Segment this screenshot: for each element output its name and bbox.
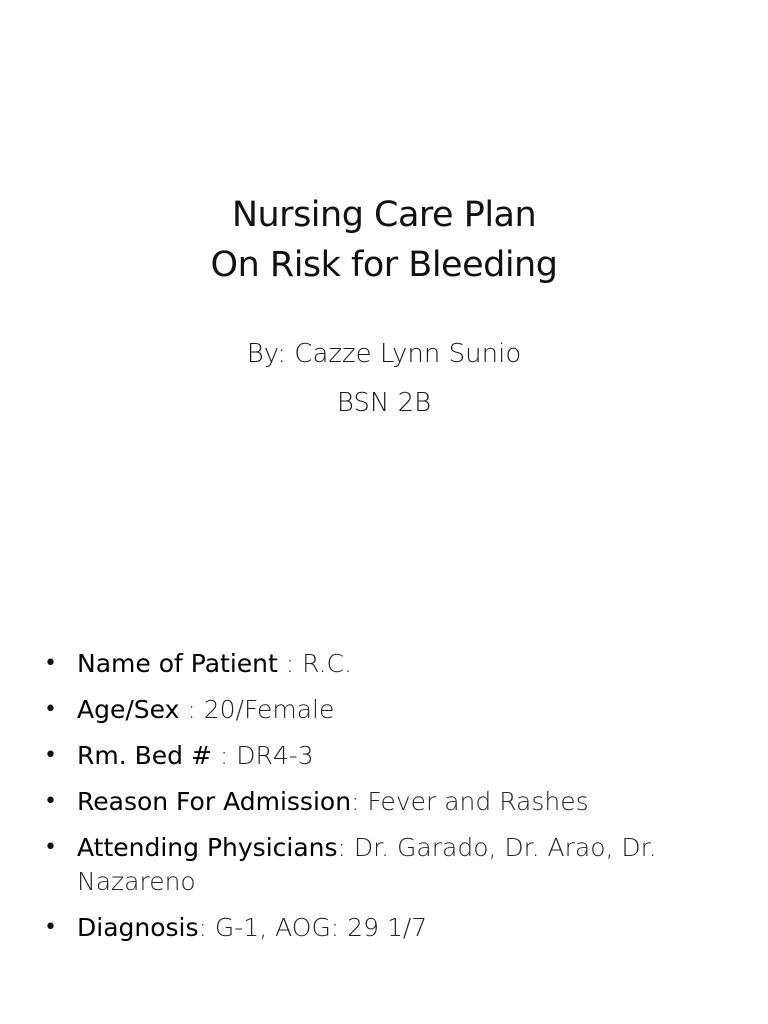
info-separator: : <box>198 913 215 942</box>
patient-info-list <box>44 647 724 957</box>
info-separator: : <box>337 833 354 862</box>
info-value: Dr. Garado, Dr. Arao, Dr. Nazareno <box>77 833 657 896</box>
info-item-diagnosis <box>44 911 724 945</box>
info-value: DR4-3 <box>236 741 314 770</box>
info-separator: : <box>351 787 368 816</box>
info-label: Diagnosis <box>77 913 199 942</box>
info-value: Fever and Rashes <box>367 787 589 816</box>
bullet-icon: • <box>44 697 57 722</box>
bullet-icon: • <box>44 789 57 814</box>
patient-info-slide <box>0 512 768 1024</box>
bullet-icon: • <box>44 835 57 860</box>
info-value: G-1, AOG: 29 1/7 <box>214 913 428 942</box>
info-value: R.C. <box>302 649 352 678</box>
info-item-name <box>44 647 724 681</box>
info-separator: : <box>277 649 303 678</box>
info-separator: : <box>179 695 204 724</box>
info-item-physicians <box>44 831 724 899</box>
section-line: BSN 2B <box>336 388 432 418</box>
info-label: Age/Sex <box>77 695 180 724</box>
info-item-reason <box>44 785 724 819</box>
info-label: Name of Patient <box>77 649 278 678</box>
bullet-icon: • <box>44 915 57 940</box>
bullet-icon: • <box>44 651 57 676</box>
info-separator: : <box>211 741 237 770</box>
info-item-age-sex <box>44 693 724 727</box>
info-item-room-bed <box>44 739 724 773</box>
title-line-1: Nursing Care Plan <box>231 195 537 235</box>
title-line-2: On Risk for Bleeding <box>210 245 558 285</box>
info-label: Attending Physicians <box>77 833 338 862</box>
info-label: Rm. Bed # <box>77 741 212 770</box>
slide-title <box>0 190 768 290</box>
author-line: By: Cazze Lynn Sunio <box>246 339 522 369</box>
info-value: 20/Female <box>203 695 335 724</box>
info-label: Reason For Admission <box>77 787 352 816</box>
byline <box>0 330 768 428</box>
bullet-icon: • <box>44 743 57 768</box>
